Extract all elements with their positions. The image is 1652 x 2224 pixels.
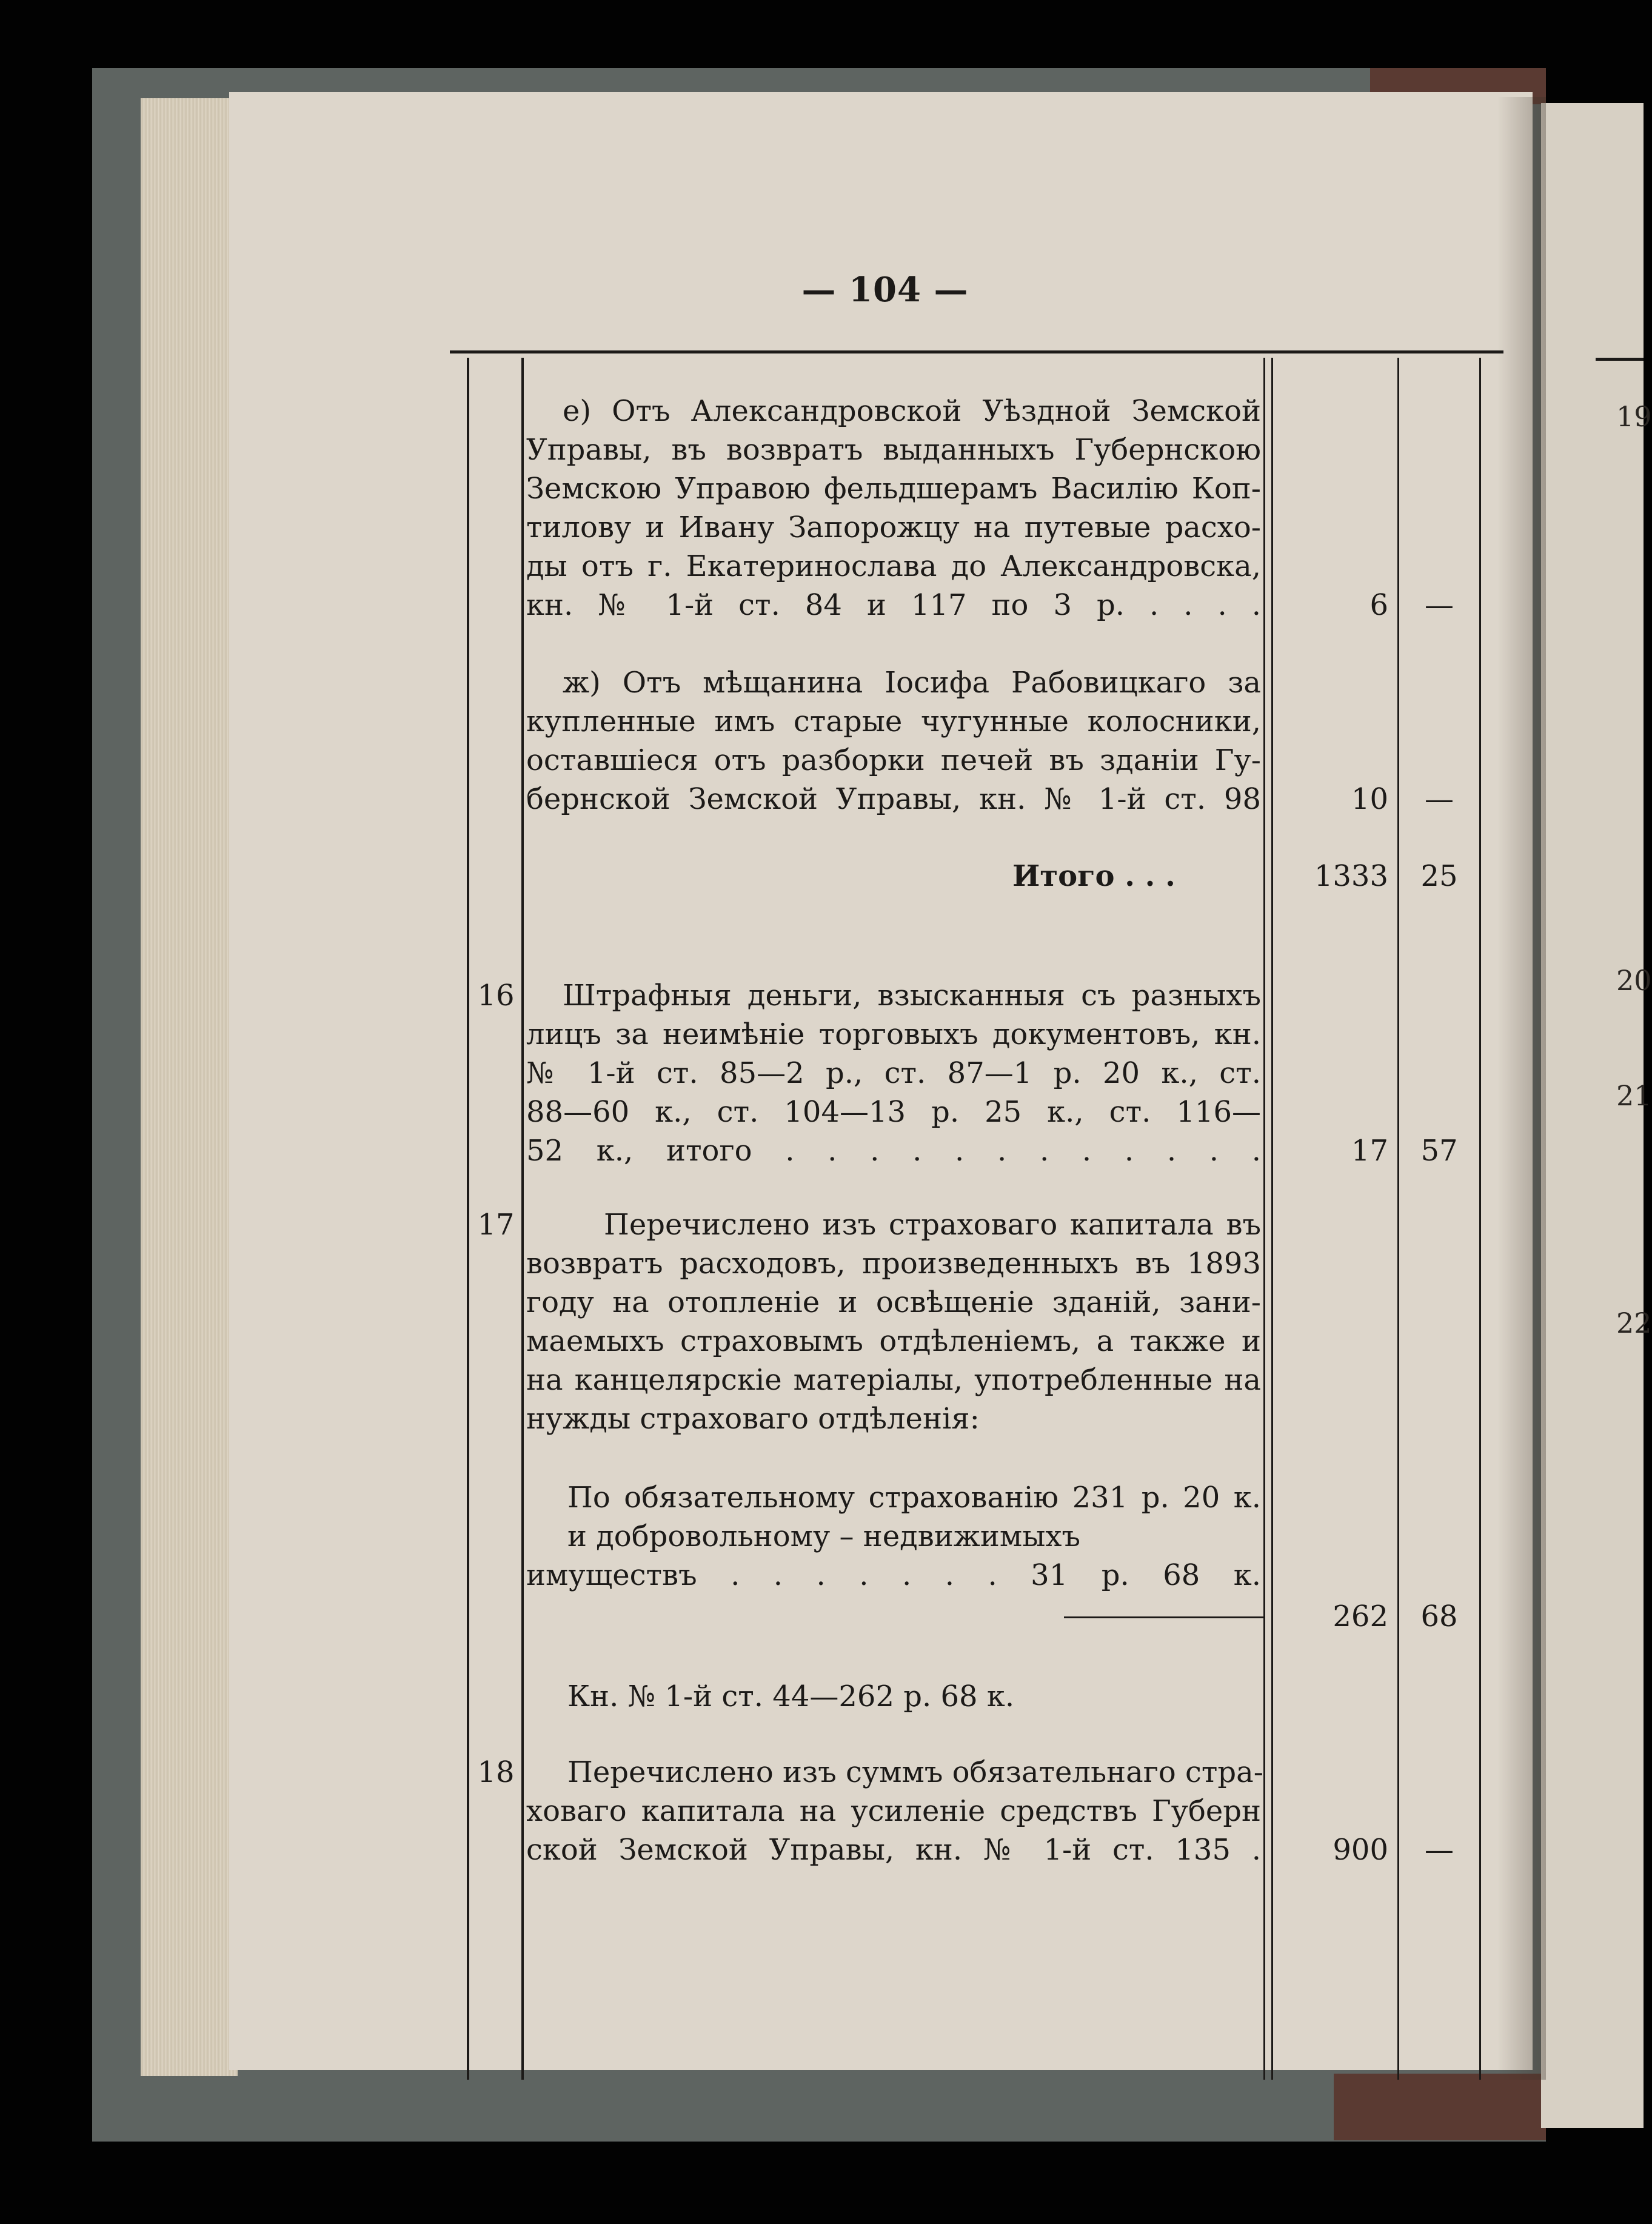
entry-text-line: бернской Земской Управы, кн. № 1-й ст. 98 xyxy=(526,782,1261,816)
entry-text-line: на канцелярскіе матеріалы, употребленные на xyxy=(526,1363,1261,1397)
entry-text-line: 52 к., итого . . . . . . . . . . . . xyxy=(526,1134,1261,1168)
sub-detail-line: и добровольному – недвижимыхъ xyxy=(567,1519,1081,1553)
sum-rule xyxy=(1064,1616,1264,1618)
entry-text-line: Перечислено изъ страховаго капитала въ xyxy=(604,1208,1261,1242)
page-gutter xyxy=(1497,97,1546,2080)
entry-text-line: году на отопленіе и освѣщеніе зданій, зани- xyxy=(526,1285,1261,1319)
entry-text-line: купленные имъ старые чугунные колосники, xyxy=(526,705,1261,739)
entry-text-line: Земскою Управою фельдшерамъ Василію Коп- xyxy=(526,472,1261,506)
sub-detail-line: По обязательному страхованію 231 р. 20 к. xyxy=(567,1481,1261,1515)
amount-kopecks: 57 xyxy=(1420,1134,1458,1168)
adjacent-page xyxy=(1541,103,1652,2128)
entry-text-line: № 1-й ст. 85—2 р., ст. 87—1 р. 20 к., ст. xyxy=(526,1056,1261,1090)
entry-text-line: Перечислено изъ суммъ обязательнаго стра- xyxy=(567,1755,1263,1789)
subtotal-kopecks: 25 xyxy=(1420,859,1458,893)
amount-rubles: 10 xyxy=(1351,782,1388,816)
amount-kopecks: 68 xyxy=(1420,1599,1458,1633)
entry-text-line: тилову и Ивану Запорожцу на путевые расхо- xyxy=(526,511,1261,544)
column-rule-number xyxy=(521,358,524,2080)
sub-detail-line: имуществъ . . . . . . . 31 р. 68 к. xyxy=(526,1558,1261,1592)
entry-text-line: Управы, въ возвратъ выданныхъ Губернскою xyxy=(526,433,1261,467)
entry-text-line: возвратъ расходовъ, произведенныхъ въ 1893 xyxy=(526,1247,1261,1281)
entry-text-line: Штрафныя деньги, взысканныя съ разныхъ xyxy=(563,979,1261,1013)
subtotal-label: Итого . . . xyxy=(1012,859,1175,893)
entry-number: 17 xyxy=(477,1208,515,1242)
entry-text-line: лицъ за неимѣніе торговыхъ документовъ, кн. xyxy=(526,1017,1261,1051)
page-edges xyxy=(141,98,238,2076)
entry-text-line: оставшіеся отъ разборки печей въ зданіи Гу- xyxy=(526,743,1261,777)
entry-number: 18 xyxy=(477,1755,515,1789)
entry-text-line: кн. № 1-й ст. 84 и 117 по 3 р. . . . . xyxy=(526,588,1261,622)
adjacent-number: 20 xyxy=(1616,964,1652,997)
amount-rubles: 900 xyxy=(1333,1833,1388,1867)
page-number: — 104 — xyxy=(801,270,969,310)
entry-text-line: нужды страховаго отдѣленія: xyxy=(526,1402,980,1436)
entry-number: 16 xyxy=(477,979,515,1013)
amount-rubles: 262 xyxy=(1333,1599,1388,1633)
adjacent-number: 19 xyxy=(1616,400,1652,433)
book-reference: Кн. № 1-й ст. 44—262 р. 68 к. xyxy=(567,1680,1015,1713)
column-rule-left xyxy=(467,358,469,2080)
entry-text-line: ской Земской Управы, кн. № 1-й ст. 135 . xyxy=(526,1833,1261,1867)
entry-text-line: е) Отъ Александровской Уѣздной Земской xyxy=(563,394,1261,428)
adjacent-rule xyxy=(1596,358,1644,361)
amount-kopecks: — xyxy=(1425,782,1454,816)
adjacent-number: 22 xyxy=(1616,1307,1652,1339)
amount-kopecks: — xyxy=(1425,588,1454,622)
column-rule-text-double xyxy=(1271,358,1273,2080)
adjacent-number: 21 xyxy=(1616,1079,1652,1112)
column-rule-text xyxy=(1263,358,1265,2080)
table-top-rule xyxy=(450,350,1503,353)
entry-text-line: ж) Отъ мѣщанина Іосифа Рабовицкаго за xyxy=(563,666,1261,700)
entry-text-line: маемыхъ страховымъ отдѣленіемъ, а также и xyxy=(526,1324,1261,1358)
entry-text-line: 88—60 к., ст. 104—13 р. 25 к., ст. 116— xyxy=(526,1095,1261,1129)
amount-kopecks: — xyxy=(1425,1833,1454,1867)
entry-text-line: ховаго капитала на усиленіе средствъ Губерн xyxy=(526,1794,1261,1828)
entry-text-line: ды отъ г. Екатеринослава до Александровска, xyxy=(526,549,1261,583)
amount-rubles: 17 xyxy=(1351,1134,1388,1168)
amount-rubles: 6 xyxy=(1369,588,1388,622)
subtotal-rubles: 1333 xyxy=(1314,859,1388,893)
column-rule-kopecks xyxy=(1479,358,1481,2080)
cover-spine-bottom xyxy=(1334,2074,1546,2140)
